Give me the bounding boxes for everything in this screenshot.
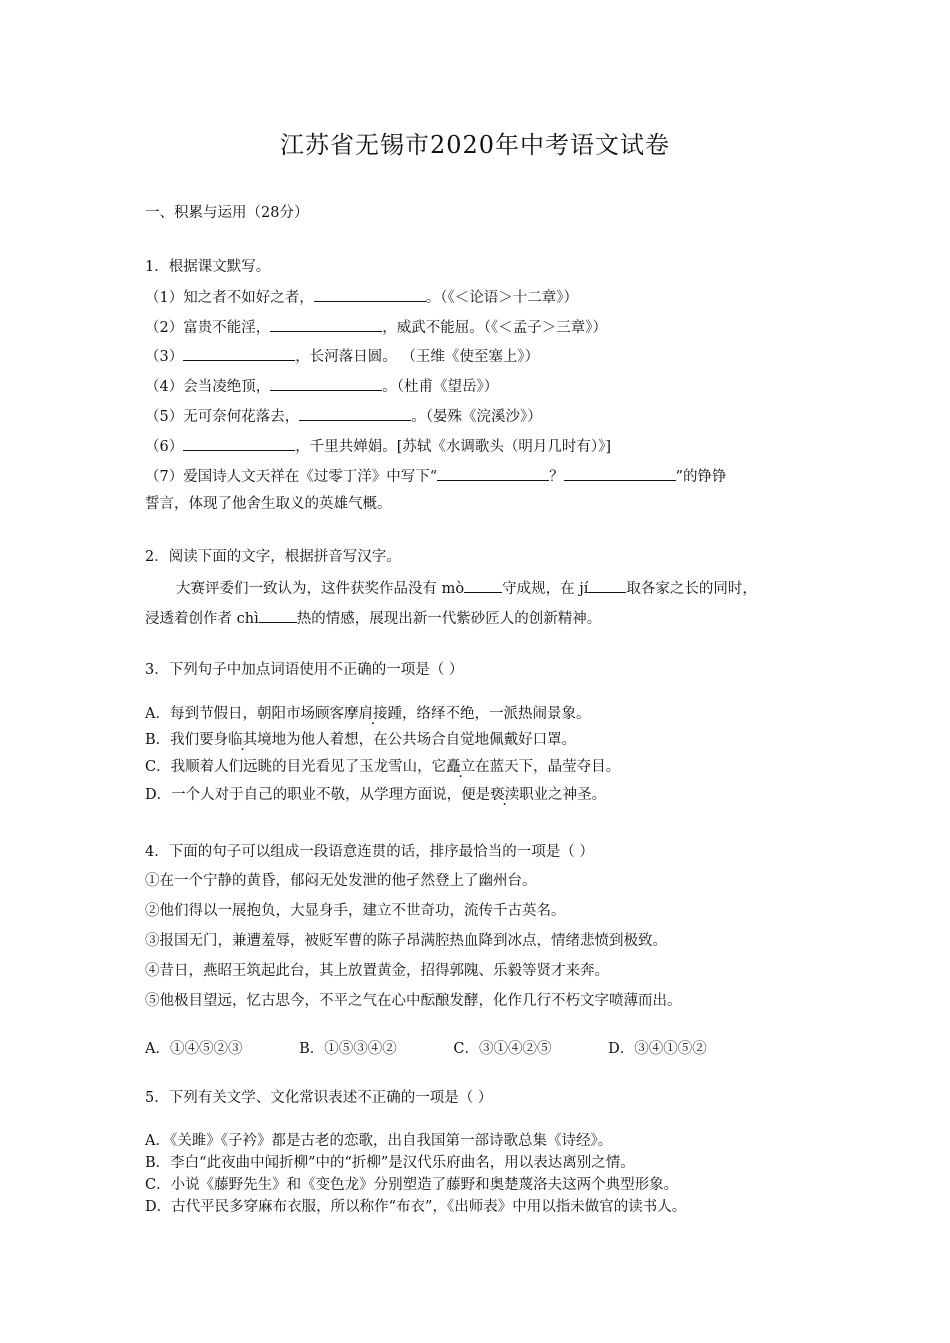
section-heading: 一、积累与运用（28分） — [145, 205, 309, 221]
q1-item-1: （1）知之者不如好之者， 。（《＜论语＞十二章》） — [145, 285, 578, 309]
q4-option-d: D．③④①⑤② — [608, 1041, 707, 1057]
q4-sentence-5: ⑤他极目望远，忆古思今，不平之气在心中酝酿发酵，化作几行不朽文字喷薄而出。 — [145, 993, 682, 1009]
q4-stem: 4．下面的句子可以组成一段语意连贯的话，排序最恰当的一项是（ ） — [145, 844, 594, 860]
answer-blank — [259, 606, 297, 623]
q4-option-a: A．①④⑤②③ — [145, 1041, 243, 1057]
answer-blank — [437, 464, 549, 481]
q4-option-c: C．③①④②⑤ — [453, 1041, 552, 1057]
q5-option-d: D．古代平民多穿麻布衣服，所以称作“布衣”，《出师表》中用以指未做官的读书人。 — [145, 1199, 687, 1215]
q4-options — [145, 1037, 707, 1058]
q5-option-a: A．《关雎》《子衿》都是古老的恋歌，出自我国第一部诗歌总集《诗经》。 — [145, 1133, 613, 1149]
q4-sentence-3: ③报国无门，兼遭羞辱，被贬军曹的陈子昂满腔热血降到冰点，情绪悲愤到极致。 — [145, 933, 667, 949]
answer-blank — [464, 576, 502, 593]
q1-item-2: （2）富贵不能淫， ，威武不能屈。（《＜孟子＞三章》） — [145, 315, 607, 339]
answer-blank — [564, 464, 676, 481]
q2-stem: 2．阅读下面的文字，根据拼音写汉字。 — [145, 549, 401, 565]
answer-blank — [314, 285, 426, 302]
q4-option-b: B．①⑤③④② — [299, 1041, 397, 1057]
q3-option-b: B．我们要身临其境地为他人着想，在公共场合自觉地佩戴好口罩。 — [145, 732, 577, 748]
q5-stem: 5．下列有关文学、文化常识表述不正确的一项是（ ） — [145, 1090, 493, 1106]
answer-blank — [588, 576, 626, 593]
q4-sentence-1: ①在一个宁静的黄昏，郁闷无处发泄的他孑然登上了幽州台。 — [145, 873, 537, 889]
answer-blank — [299, 404, 411, 421]
q1-stem: 1．根据课文默写。 — [145, 259, 271, 275]
page-title: 江苏省无锡市2020年中考语文试卷 — [279, 131, 671, 159]
answer-blank — [270, 315, 382, 332]
q1-item-3: （3） ，长河落日圆。 （王维《使至塞上》） — [145, 344, 539, 368]
q3-option-c: C．我顺着人们远眺的目光看见了玉龙雪山，它矗立在蓝天下，晶莹夺目。 — [145, 759, 621, 775]
q5-option-c: C．小说《藤野先生》和《变色龙》分别塑造了藤野和奥楚蔑洛夫这两个典型形象。 — [145, 1177, 679, 1193]
dotted-word: 身临其境 — [213, 732, 272, 748]
q2-passage-1: 大赛评委们一致认为，这件获奖作品没有 mò 守成规，在 jí 取各家之长的同时， — [176, 576, 757, 600]
q1-item-7: （7）爱国诗人文天祥在《过零丁洋》中写下“ ？ ”的铮铮 — [145, 464, 727, 488]
q3-option-a: A．每到节假日，朝阳市场顾客摩肩接踵，络绎不绝，一派热闹景象。 — [145, 706, 591, 722]
q3-option-d: D．一个人对于自己的职业不敬，从学理方面说，便是亵渎职业之神圣。 — [145, 787, 607, 803]
answer-blank — [183, 434, 295, 451]
q1-item-7-cont: 誓言，体现了他舍生取义的英雄气概。 — [145, 496, 392, 512]
dotted-word: 亵渎 — [490, 787, 520, 803]
q5-option-b: B．李白“此夜曲中闻折柳”中的“折柳”是汉代乐府曲名，用以表达离别之情。 — [145, 1155, 635, 1171]
dotted-word: 矗立 — [446, 759, 476, 775]
q2-passage-2: 浸透着创作者 chì 热的情感，展现出新一代紫砂匠人的创新精神。 — [145, 606, 601, 630]
q4-sentence-2: ②他们得以一展抱负，大显身手，建立不世奇功，流传千古英名。 — [145, 903, 566, 919]
answer-blank — [270, 374, 382, 391]
q1-item-5: （5）无可奈何花落去， 。（晏殊《浣溪沙》） — [145, 404, 542, 428]
answer-blank — [183, 344, 295, 361]
q4-sentence-4: ④昔日，燕昭王筑起此台，其上放置黄金，招得郭隗、乐毅等贤才来奔。 — [145, 963, 609, 979]
q1-item-4: （4）会当凌绝顶， 。（杜甫《望岳》） — [145, 374, 498, 398]
q3-stem: 3．下列句子中加点词语使用不正确的一项是（ ） — [145, 662, 464, 678]
dotted-word: 摩肩接踵 — [343, 706, 402, 722]
q1-item-6: （6） ，千里共婵娟。[苏轼《水调歌头（明月几时有）》] — [145, 434, 611, 458]
